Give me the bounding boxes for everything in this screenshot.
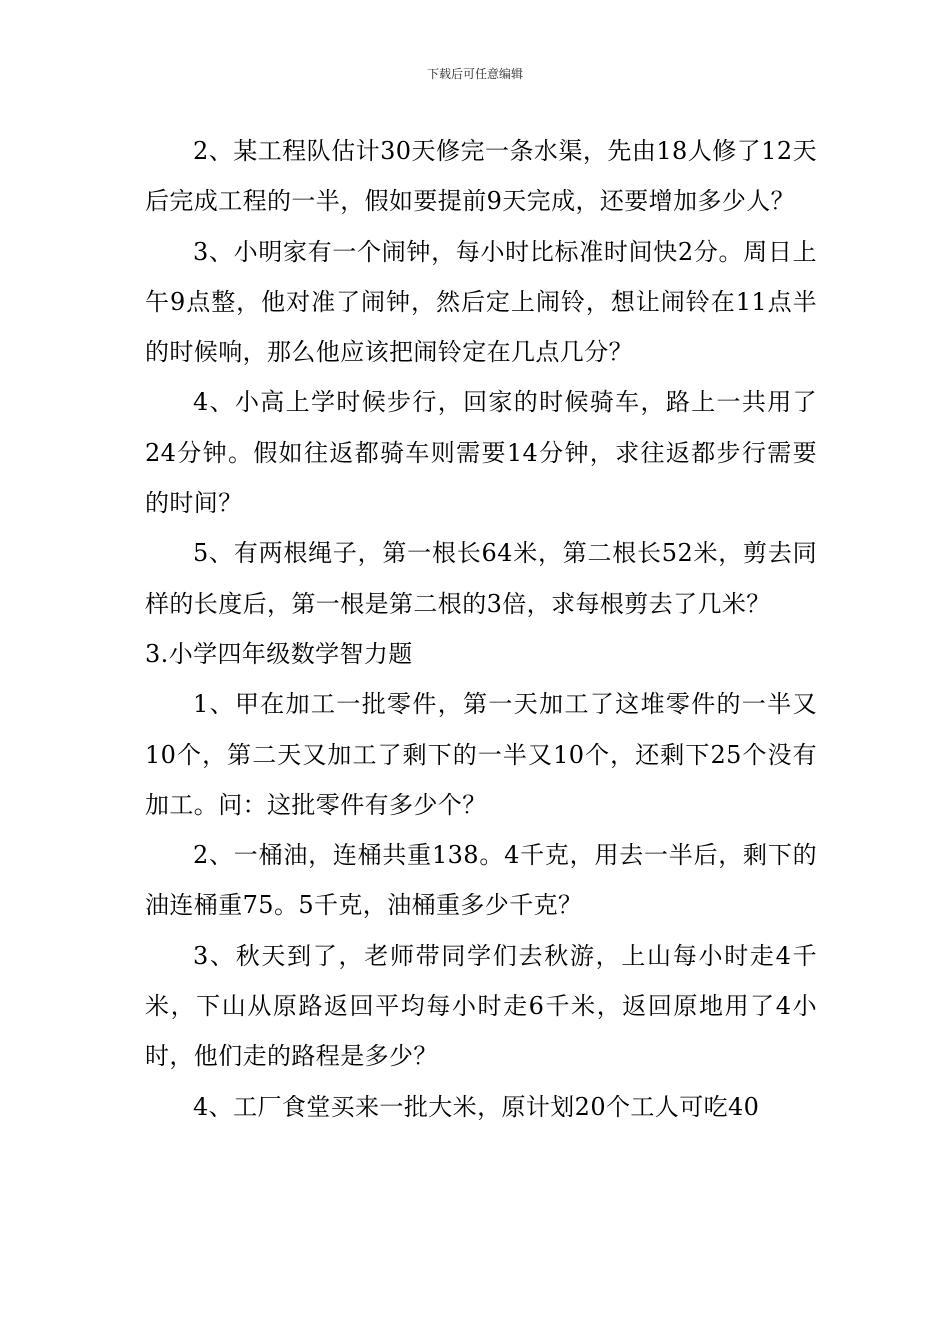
- section3-problem-1-paragraph: 1、甲在加工一批零件，第一天加工了这堆零件的一半又10个，第二天又加工了剩下的一半又10个，还剩下25个没有加工。问：这批零件有多少个？: [145, 690, 817, 819]
- document-body: [145, 126, 817, 1132]
- section3-problem-4-paragraph: 4、工厂食堂买来一批大米，原计划20个工人可吃40: [193, 1092, 760, 1121]
- section3-problem-3-paragraph: 3、秋天到了，老师带同学们去秋游，上山每小时走4千米，下山从原路返回平均每小时走6千米，返回原地用了4小时，他们走的路程是多少？: [145, 941, 817, 1071]
- problem-3-paragraph: 3、小明家有一个闹钟，每小时比标准时间快2分。周日上午9点整，他对准了闹钟，然后定上闹铃，想让闹铃在11点半的时候响，那么他应该把闹铃定在几点几分？: [145, 237, 817, 367]
- page-header-note: 下载后可任意编辑: [426, 67, 523, 81]
- problem-5-paragraph: 5、有两根绳子，第一根长64米，第二根长52米，剪去同样的长度后，第一根是第二根的3倍，求每根剪去了几米？: [145, 539, 817, 618]
- section-heading: 3.小学四年级数学智力题: [145, 639, 413, 668]
- problem-2-paragraph: 2、某工程队估计30天修完一条水渠，先由18人修了12天后完成工程的一半，假如要提前9天完成，还要增加多少人？: [145, 137, 817, 216]
- section3-problem-2-paragraph: 2、一桶油，连桶共重138。4千克，用去一半后，剩下的油连桶重75。5千克，油桶重多少千克？: [145, 841, 817, 920]
- problem-4-paragraph: 4、小高上学时候步行，回家的时候骑车，路上一共用了24分钟。假如往返都骑车则需要14分钟，求往返都步行需要的时间？: [145, 388, 817, 518]
